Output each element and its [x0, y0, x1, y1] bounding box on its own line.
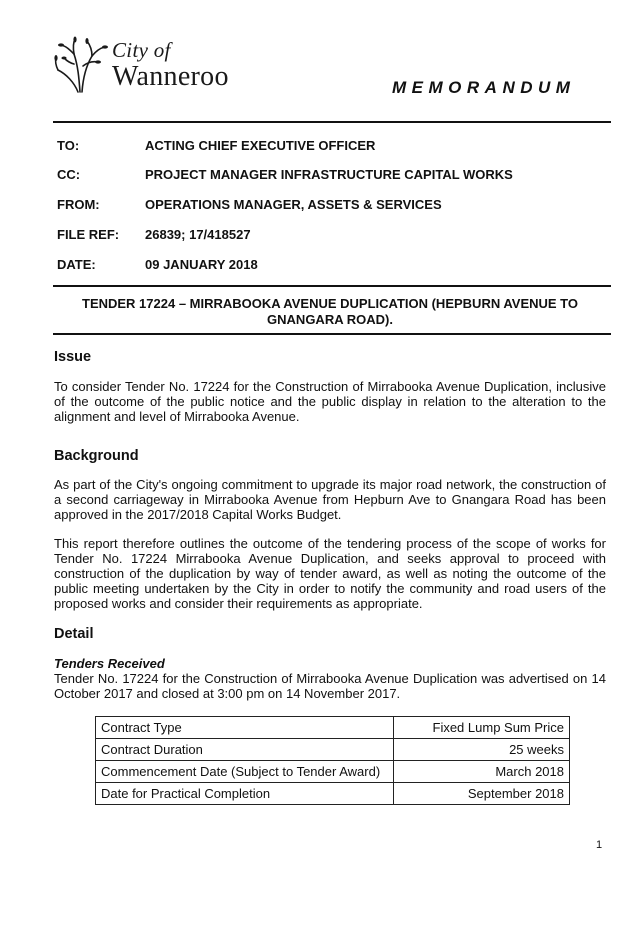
detail-text: Tender No. 17224 for the Construction of Mirrabooka Avenue Duplication was advertised on 14 October 2017 and closed at 3:00 pm on 14 November 2017. — [54, 671, 606, 701]
divider — [53, 333, 611, 335]
issue-text: To consider Tender No. 17224 for the Construction of Mirrabooka Avenue Duplication, inclusive of the outcome of the public notice and the public display in relation to the alteration to the alignment and level of Mirrabooka Avenue. — [54, 379, 606, 424]
background-heading: Background — [54, 448, 139, 464]
issue-heading: Issue — [54, 349, 92, 365]
kangaroo-paw-icon — [52, 36, 108, 94]
tenders-received-subheading: Tenders Received — [54, 656, 165, 671]
table-cell-label: Contract Type — [96, 717, 394, 739]
memo-row-from — [57, 197, 597, 213]
detail-heading: Detail — [54, 626, 94, 642]
memo-subject: TENDER 17224 – MIRRABOOKA AVENUE DUPLICATION (HEPBURN AVENUE TO GNANGARA ROAD). — [82, 296, 578, 327]
memo-value: OPERATIONS MANAGER, ASSETS & SERVICES — [145, 197, 442, 212]
background-paragraph-2: This report therefore outlines the outcome of the tendering process of the scope of works for Tender No. 17224 Mirrabooka Avenue Duplication, and seeks approval to proceed with construction of the duplication by way of tender award, as well as noting the outcome of the public meeting undertaken by the City in order to notify the community and road users of the proposed works and consider their requirements as appropriate. — [54, 536, 606, 611]
divider — [53, 121, 611, 123]
divider — [53, 285, 611, 287]
memo-label: DATE: — [57, 257, 96, 272]
city-logo — [52, 36, 262, 98]
table-row — [96, 761, 570, 783]
memorandum-title: MEMORANDUM — [392, 78, 576, 97]
table-cell-label: Date for Practical Completion — [96, 783, 394, 805]
table-row — [96, 739, 570, 761]
table-cell-value: Fixed Lump Sum Price — [394, 717, 570, 739]
memo-value: PROJECT MANAGER INFRASTRUCTURE CAPITAL WORKS — [145, 167, 513, 182]
memo-label: TO: — [57, 138, 80, 153]
page-number: 1 — [596, 839, 603, 851]
memo-value: 26839; 17/418527 — [145, 227, 251, 242]
table-cell-value: 25 weeks — [394, 739, 570, 761]
table-cell-label: Contract Duration — [96, 739, 394, 761]
memo-row-cc — [57, 167, 597, 183]
table-row — [96, 717, 570, 739]
memo-label: FROM: — [57, 197, 100, 212]
memo-value: 09 JANUARY 2018 — [145, 257, 258, 272]
table-row — [96, 783, 570, 805]
table-cell-value: September 2018 — [394, 783, 570, 805]
memo-row-to — [57, 138, 597, 154]
memo-label: FILE REF: — [57, 227, 120, 242]
background-paragraph-1: As part of the City's ongoing commitment to upgrade its major road network, the construction of a second carriageway in Mirrabooka Avenue from Hepburn Ave to Gnangara Road has been approved in the 2017/2018 Capital Works Budget. — [54, 477, 606, 522]
table-cell-label: Commencement Date (Subject to Tender Award) — [96, 761, 394, 783]
memo-row-date — [57, 257, 597, 273]
contract-table — [95, 716, 570, 805]
memo-value: ACTING CHIEF EXECUTIVE OFFICER — [145, 138, 376, 153]
memo-row-file-ref — [57, 227, 597, 243]
memo-label: CC: — [57, 167, 81, 182]
logo-city-of: City of — [112, 38, 171, 62]
table-cell-value: March 2018 — [394, 761, 570, 783]
logo-wanneroo: Wanneroo — [112, 61, 229, 92]
